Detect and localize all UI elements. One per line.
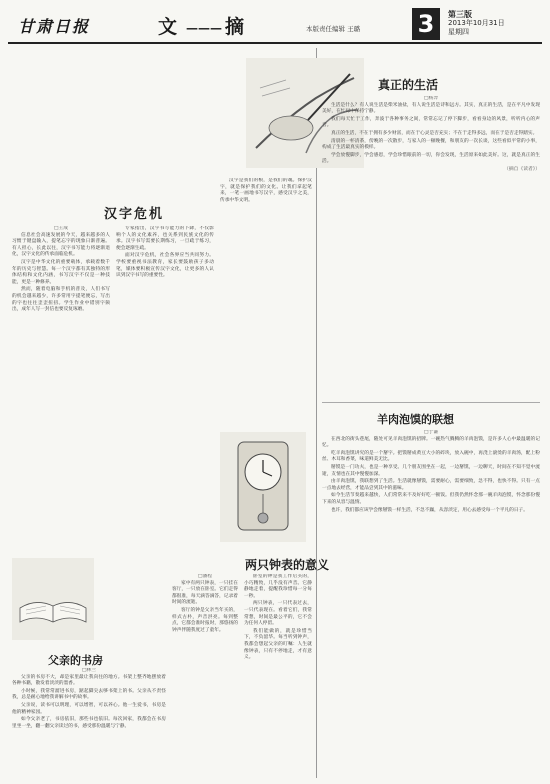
article-title-lamb: 羊肉泡馍的联想 xyxy=(377,413,454,426)
paragraph: 如今生活节奏越来越快，人们常常来不及好好吃一顿饭。但我仍然怀念那一碗羊肉泡馍，怀念那份慢下来的从容与温情。 xyxy=(322,493,540,505)
clock-illustration xyxy=(220,432,306,542)
paragraph: 如今父亲老了，书房依旧，那些书也依旧。每次回家，我都会在书房里坐一坐，翻一翻父亲读过的书，感受那份温暖与宁静。 xyxy=(12,717,166,729)
article-clock-col-1 xyxy=(172,574,238,778)
issue-info xyxy=(448,10,505,37)
paragraph: 父亲的书房不大，却是家里最让我向往的地方。书架上整齐地摆放着各种书籍，散发着淡淡的墨香。 xyxy=(12,674,166,687)
article-lamb-byline: □于谦 xyxy=(423,430,439,435)
paragraph: 专家指出，汉字书写能力的下降，不仅影响个人的文化素养，也关系到民族文化的传承。汉字书写需要长期练习，一旦疏于练习，便会逐渐生疏。 xyxy=(116,226,214,251)
article-truth-source: （摘自《读者》） xyxy=(504,166,540,172)
issue-weekday: 星期四 xyxy=(448,28,469,36)
article-clock-byline: □潘程 xyxy=(197,574,213,579)
issue-date: 2013年10月31日 xyxy=(448,19,505,27)
paragraph: 面对汉字危机，社会各界应当共同努力。学校要重视书法教育，家长要鼓励孩子多动笔，媒体要积极宣传汉字文化，让更多的人认识到汉字书写的重要性。 xyxy=(116,253,214,279)
paragraph: 卧室的钟是我工作后买的，小巧精致，几乎没有声音。它静静地走着，提醒我珍惜每一分每一秒。 xyxy=(244,574,312,599)
page-header xyxy=(8,8,542,44)
article-lamb-col xyxy=(322,430,540,778)
article-truth-col xyxy=(322,96,540,396)
article-title-truth: 真正的生活 xyxy=(378,78,439,92)
paragraph: 小时候，我常常溜进书房，踮起脚尖去够书架上的书。父亲从不责怪我，总是耐心地给我讲解书中的故事。 xyxy=(12,688,166,701)
paragraph: 家中有两只钟表，一只挂在客厅，一只放在卧室。它们走得都很准，每天滴答滴答，记录着时间的流逝。 xyxy=(172,580,238,606)
section-rule xyxy=(322,402,540,403)
section-dash: ——— xyxy=(186,21,223,35)
paragraph: 我们每天忙于工作，奔波于各种事务之间，常常忘记了停下脚步，看看身边的风景，听听内心的声音。 xyxy=(322,116,540,129)
paragraph: 汉字是中华文化的重要载体，承载着数千年的历史与智慧。每一个汉字都有其独特的形体结构和文化内涵，书写汉字不仅是一种技能，更是一种修养。 xyxy=(12,259,110,285)
paragraph: 我们能做的，就是珍惜当下，不负韶华。每当听到钟声，我都会想起父亲的叮嘱：人生就像钟表，只有不停地走，才有意义。 xyxy=(244,628,312,661)
section-title xyxy=(158,12,250,39)
paragraph: 真正的生活，不在于拥有多少财富，而在于心灵是否充实；不在于走得多远，而在于是否走得踏实。 xyxy=(331,130,538,136)
article-title-han: 汉字危机 xyxy=(104,207,165,222)
open-book-illustration xyxy=(12,558,94,640)
article-title-clock: 两只钟表的意义 xyxy=(245,558,330,572)
article-title-father: 父亲的书房 xyxy=(48,654,103,667)
article-han-byline: □王成 xyxy=(53,226,69,231)
paragraph: 由羊肉泡馍，我联想到了生活。生活就像掰馍，需要耐心，需要细致，急不得，也快不得。只有一点一点地去经营，才能品尝到其中的滋味。 xyxy=(322,479,540,491)
editor-credit: 本版责任编辑 王璐 xyxy=(306,25,361,33)
paragraph: 信息社会高速发展的今天，越来越多的人习惯于键盘输入，提笔忘字的现象日渐普遍。有人担心，长此以往，汉字书写能力将逐渐退化，汉字文化的传承面临危机。 xyxy=(12,232,110,258)
paragraph: 吃羊肉泡馍讲究的是一个掰字。把馍掰成黄豆大小的碎块，放入碗中，再浇上滚烫的羊肉汤，配上粉丝、木耳和香菜，味道鲜美无比。 xyxy=(322,450,540,463)
paragraph: 在西北的街头巷尾，随处可见羊肉泡馍的招牌。一碗热气腾腾的羊肉泡馍，是许多人心中最温暖的记忆。 xyxy=(322,436,540,449)
edition-label: 第三版 xyxy=(448,10,472,19)
article-han-col-3 xyxy=(220,178,312,428)
article-father-byline: □林兰 xyxy=(81,668,97,673)
newspaper-masthead: 甘肃日报 xyxy=(18,17,91,36)
paragraph: 清晨的一杯清茶，傍晚的一次散步，与家人的一顿晚餐，和朋友的一次长谈，这些看似平常的小事，构成了生活最真实的模样。 xyxy=(322,138,540,151)
article-truth-byline: □杨羿 xyxy=(423,96,439,101)
page-number: 3 xyxy=(412,8,440,40)
paragraph: 父亲说，读书可以明理，可以增智，可以养心。他一生爱书，书房是他的精神家园。 xyxy=(12,702,166,715)
paragraph: 然而，随着电脑和手机的普及，人们书写的机会越来越少，许多常用字提笔便忘，写出的字也往往歪歪扭扭。学生作业中错别字频出，成年人写一封信也要反复琢磨。 xyxy=(12,287,110,313)
paragraph: 客厅的钟是父亲当年买的，样式古朴，声音洪亮。每到整点，它都会准时报时，那悠扬的钟声伴随我度过了童年。 xyxy=(172,607,238,633)
section-char-2: 摘 xyxy=(225,16,251,38)
section-char-1: 文 xyxy=(158,16,184,38)
article-father-col xyxy=(12,668,166,778)
paragraph: 学会放慢脚步，学会感恩，学会珍惜眼前的一切，你会发现，生活原来如此美好。这，就是真正的生活。 xyxy=(322,152,540,165)
article-clock-col-2 xyxy=(244,574,312,778)
paragraph: 汉字是我们的根，是我们的魂。保护汉字，就是保护我们的文化。让我们拿起笔来，一笔一画地书写汉字，感受汉字之美，传承中华文明。 xyxy=(220,178,312,203)
paragraph: 也许，我们都应该学会像掰馍一样生活，不急不躁，从容淡定，用心去感受每一个平凡的日子。 xyxy=(331,507,528,513)
paragraph: 掰馍是一门功夫，也是一种享受。几个朋友围坐在一起，一边掰馍，一边聊天，时间在不知不觉中流逝，友情也在其中慢慢加深。 xyxy=(322,464,540,477)
paragraph: 生活是什么？有人说生活是柴米油盐，有人说生活是诗和远方。其实，真正的生活，是在平凡中发现美好，在忙碌中保持宁静。 xyxy=(322,102,540,115)
paragraph: 两只钟表，一只代表过去，一只代表现在。看着它们，我常常想，时间是最公平的，它不会为任何人停留。 xyxy=(244,601,312,627)
